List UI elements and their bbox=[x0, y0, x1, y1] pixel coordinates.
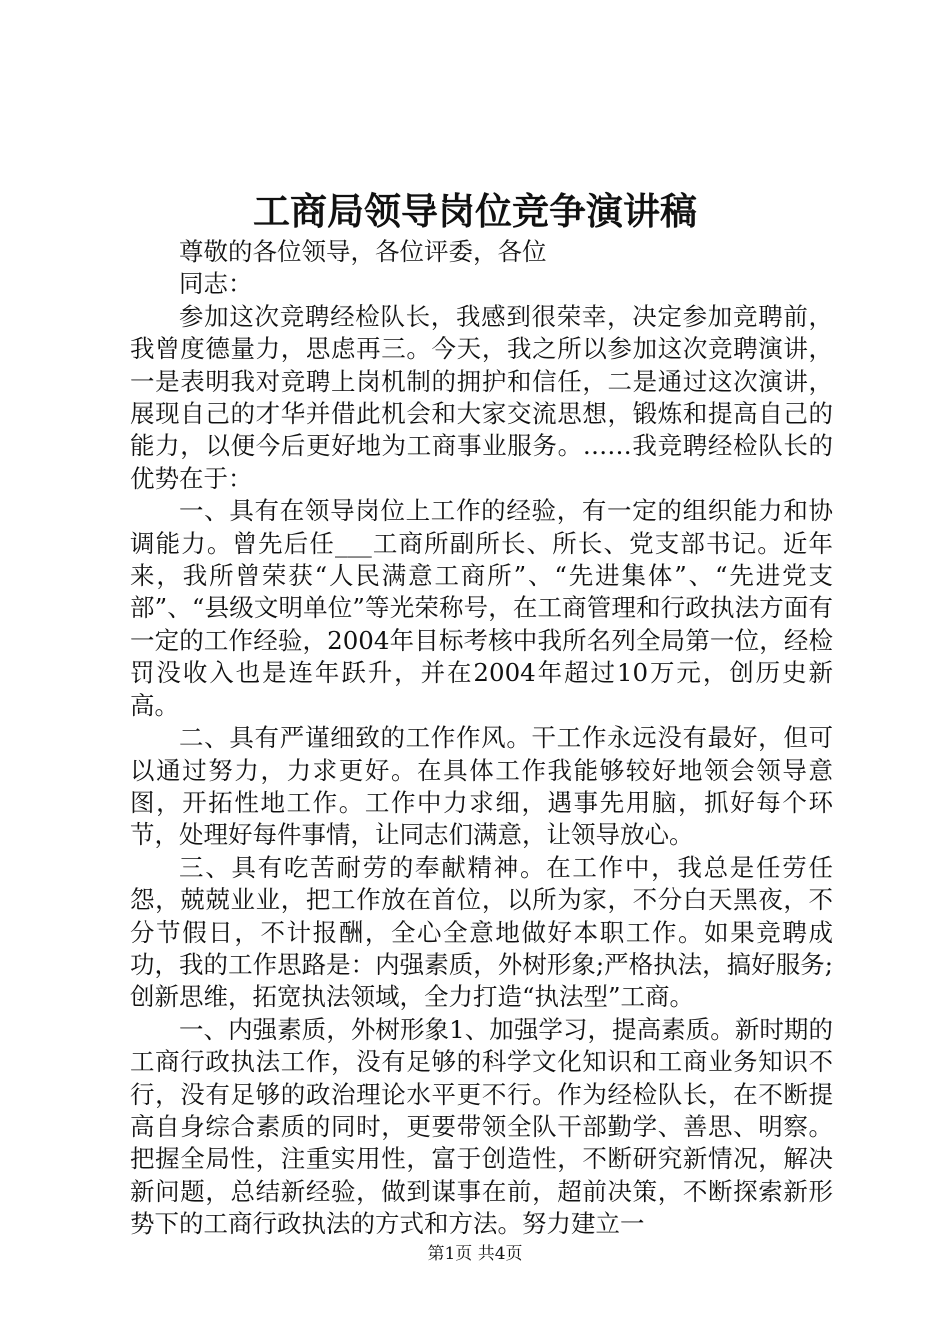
paragraph-intro: 参加这次竞聘经检队长，我感到很荣幸，决定参加竞聘前，我曾度德量力，思虑再三。今天，我之所以参加这次竞聘演讲，一是表明我对竞聘上岗机制的拥护和信任，二是通过这次演讲，展现自己的才华并借此机会和大家交流思想，锻炼和提高自己的能力，以便今后更好地为工商事业服务。……我竞聘经检队长的优势在于： bbox=[130, 301, 833, 493]
page-footer: 第1页 共4页 bbox=[427, 1244, 523, 1264]
paragraph-plan-1: 一、内强素质，外树形象1、加强学习，提高素质。新时期的工商行政执法工作，没有足够的科学文化知识和工商业务知识不行，没有足够的政治理论水平更不行。作为经检队长，在不断提高自身综合素质的同时，更要带领全队干部勤学、善思、明察。把握全局性，注重实用性，富于创造性，不断研究新情况，解决新问题，总结新经验，做到谋事在前，超前决策，不断探索新形势下的工商行政执法的方式和方法。努力建立一 bbox=[130, 1014, 833, 1239]
salutation-line-1: 尊敬的各位领导，各位评委，各位 bbox=[179, 237, 547, 266]
document-title: 工商局领导岗位竞争演讲稿 bbox=[253, 189, 697, 233]
document-body bbox=[130, 236, 833, 1241]
paragraph-advantage-3: 三、具有吃苦耐劳的奉献精神。在工作中，我总是任劳任怨，兢兢业业，把工作放在首位，以所为家，不分白天黑夜，不分节假日，不计报酬，全心全意地做好本职工作。如果竞聘成功，我的工作思路是：内强素质，外树形象;严格执法，搞好服务;创新思维，拓宽执法领域，全力打造“执法型”工商。 bbox=[130, 852, 833, 1012]
paragraph-advantage-2: 二、具有严谨细致的工作作风。干工作永远没有最好，但可以通过努力，力求更好。在具体工作我能够较好地领会领导意图，开拓性地工作。工作中力求细，遇事先用脑，抓好每个环节，处理好每件事情，让同志们满意，让领导放心。 bbox=[130, 723, 833, 850]
paragraph-advantage-1: 一、具有在领导岗位上工作的经验，有一定的组织能力和协调能力。曾先后任___工商所副所长、所长、党支部书记。近年来，我所曾荣获“人民满意工商所”、“先进集体”、“先进党支部”、“县级文明单位”等光荣称号，在工商管理和行政执法方面有一定的工作经验，2004年目标考核中我所名列全局第一位，经检罚没收入也是连年跃升，并在2004年超过10万元，创历史新高。 bbox=[130, 496, 833, 720]
salutation-line-2: 同志： bbox=[179, 269, 253, 299]
